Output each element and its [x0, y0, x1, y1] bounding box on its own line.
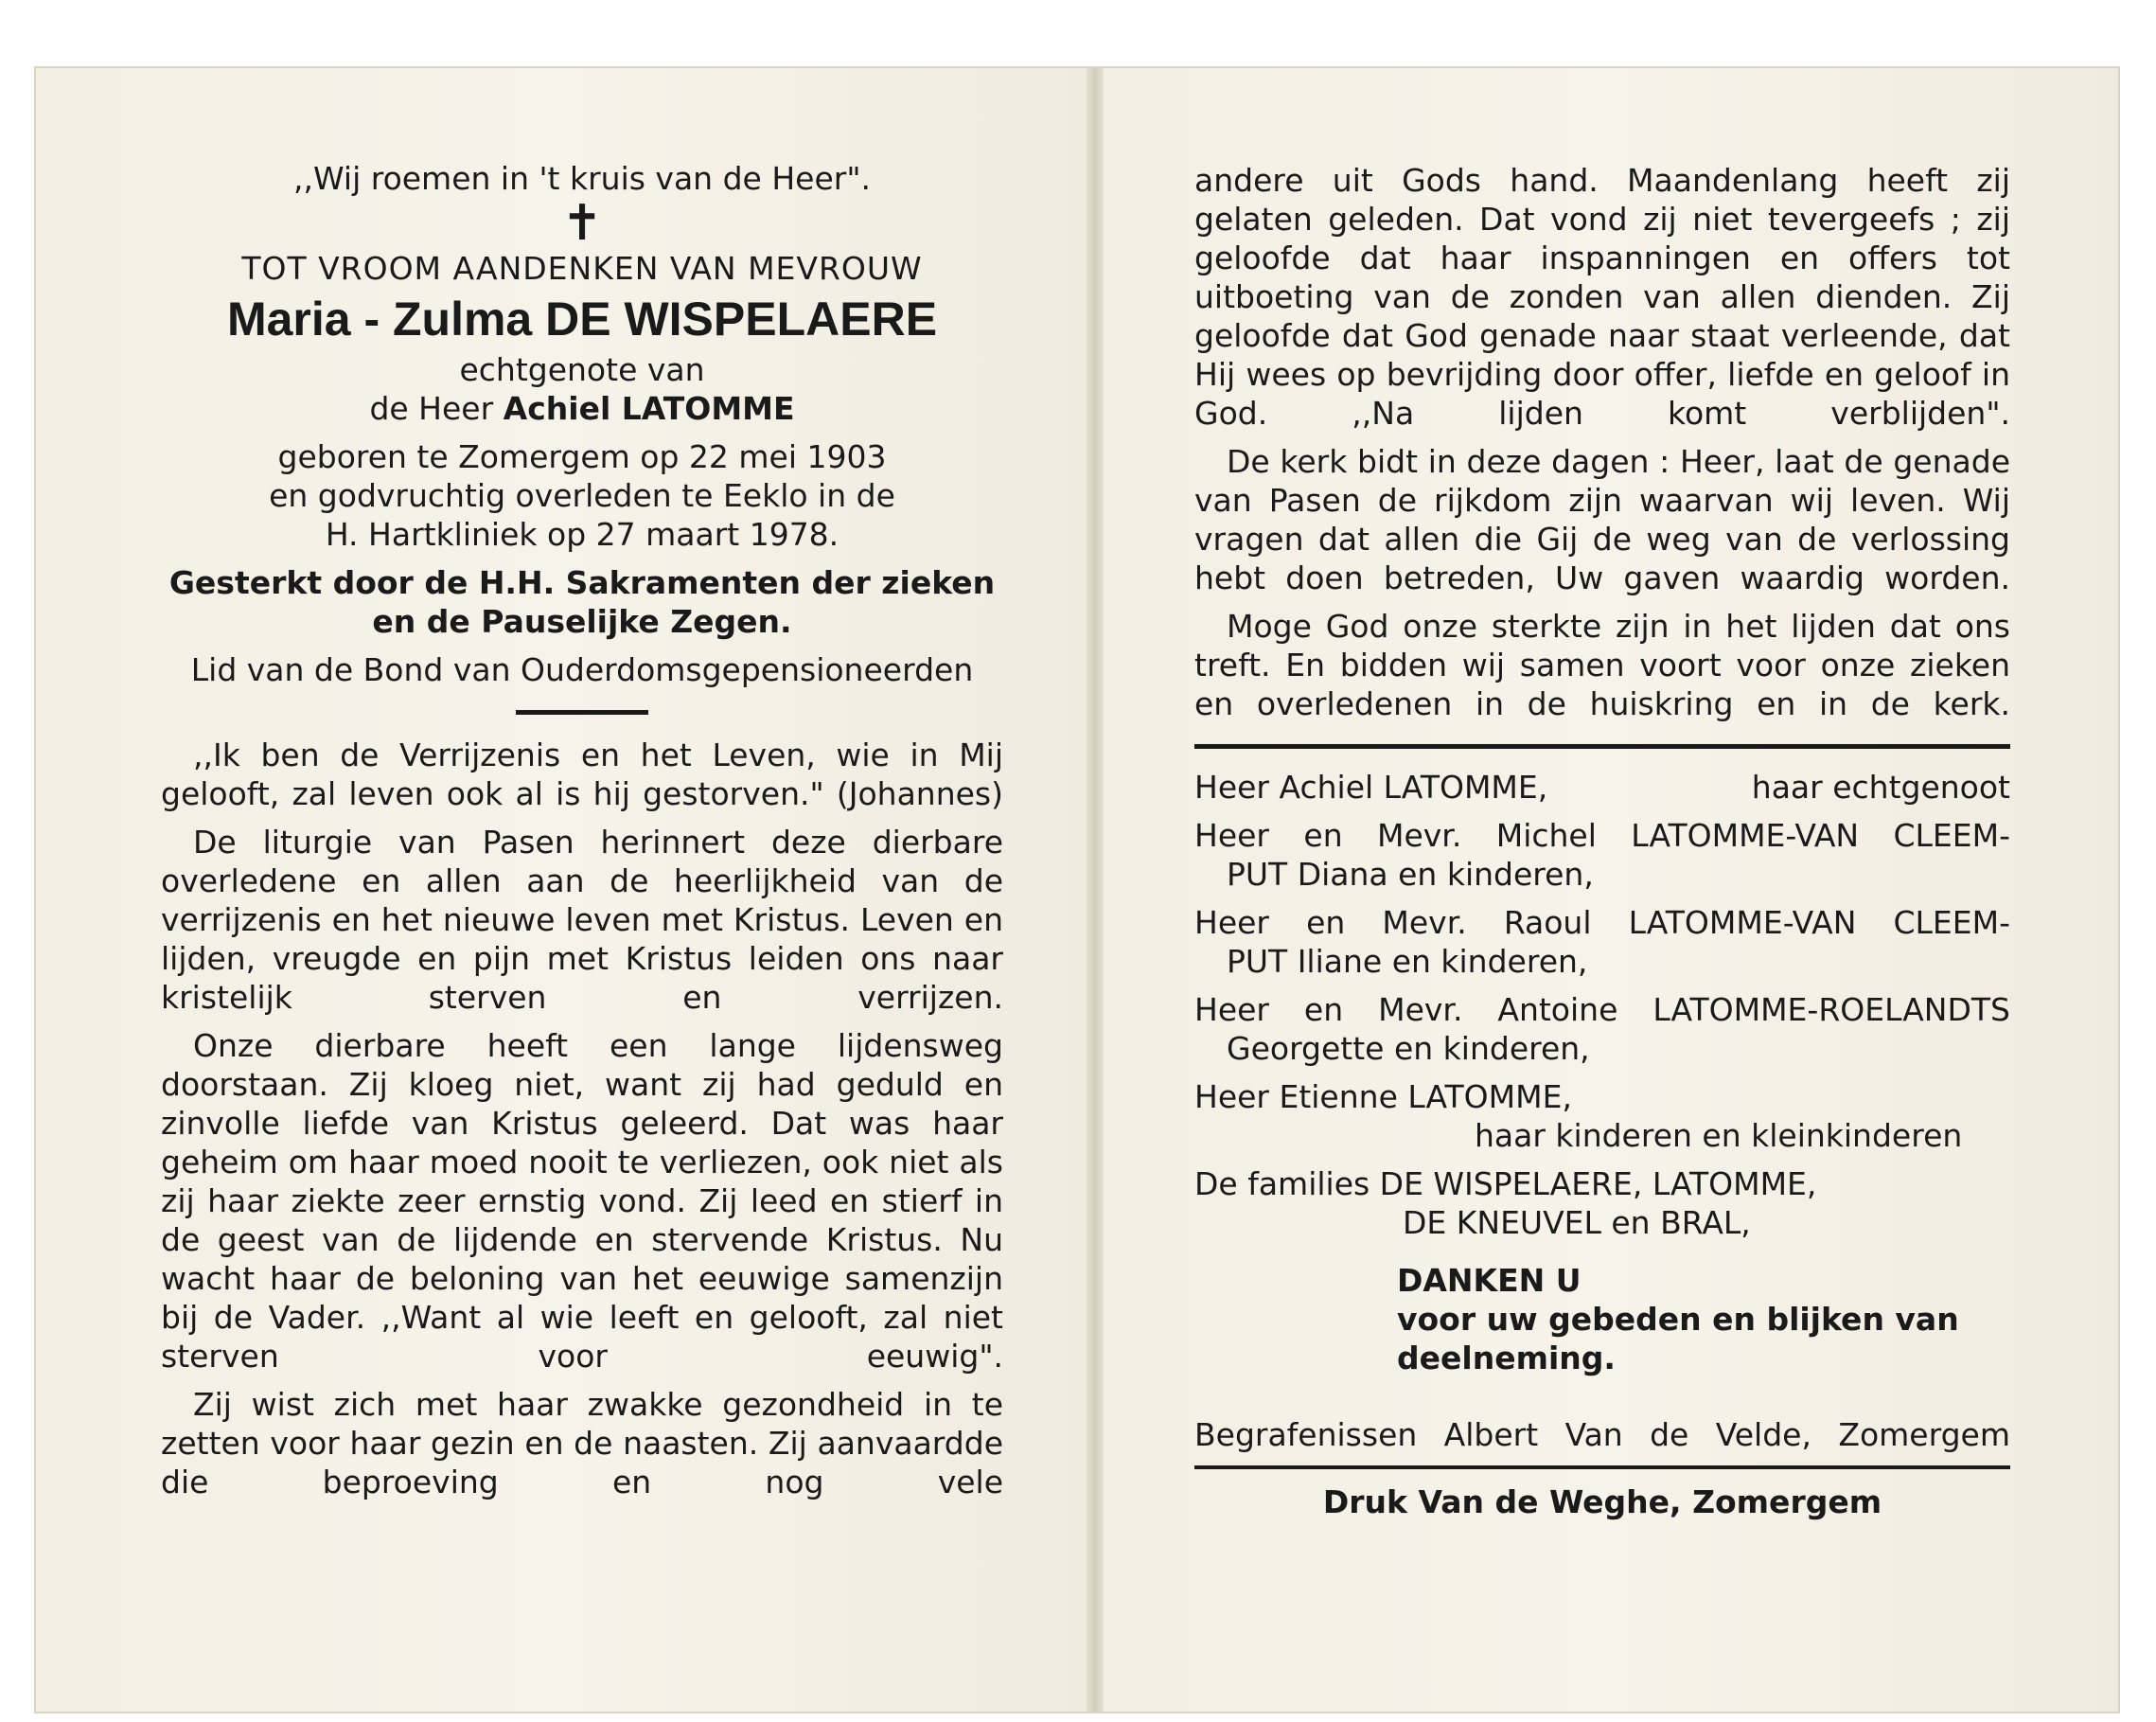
paragraph-continuation: andere uit Gods hand. Maandenlang heeft zij gelaten geleden. Dat vond zij niet tevergeefs ; zij geloofde dat haar inspanningen en offers tot uitboeting van de zonden van allen dienden. Zij geloofde dat God genade naar staat verleende, dat Hij wees op bevrijding door offer, liefde en geloof in God. ,,Na lijden komt verblijden".	[1194, 162, 2010, 432]
left-column	[161, 159, 1003, 1501]
spouse-intro: echtgenote van	[459, 351, 705, 388]
cross-icon: ✝	[561, 195, 603, 252]
sacraments-line: Gesterkt door de H.H. Sakramenten der zieken	[168, 564, 996, 601]
spouse-line	[161, 389, 1003, 428]
death-line: en godvruchtig overleden te Eeklo in de	[269, 477, 895, 514]
right-column	[1194, 161, 2010, 1521]
divider	[1194, 744, 2010, 749]
paragraph-prayer: De kerk bidt in deze dagen : Heer, laat de genade van Pasen de rijkdom zijn waarvan wij leven. Wij vragen dat allen die Gij de weg van de verlossing hebt doen betreden, Uw gaven waardig worden.	[1194, 443, 2010, 596]
family-couple-3-cont: Georgette en kinderen,	[1227, 1030, 1590, 1067]
thanks-line-2: deelneming.	[1397, 1340, 1616, 1376]
printer-line: Druk Van de Weghe, Zomergem	[1322, 1483, 1882, 1520]
family-couple-3: Heer en Mevr. Antoine LATOMME-ROELANDTS	[1194, 991, 2010, 1028]
membership-line: Lid van de Bond van Ouderdomsgepensioneerden	[190, 651, 974, 688]
thanks-title: DANKEN U	[1397, 1262, 1582, 1299]
spouse-prefix: de Heer	[369, 390, 494, 427]
memorial-card	[36, 68, 2118, 1712]
death-date-line: H. Hartkliniek op 27 maart 1978.	[325, 516, 839, 553]
divider	[516, 710, 648, 715]
husband-name: Heer Achiel LATOMME,	[1194, 769, 1548, 806]
family-grandchildren: haar kinderen en kleinkinderen	[1475, 1117, 1963, 1154]
birth-line: geboren te Zomergem op 22 mei 1903	[277, 438, 887, 475]
left-page	[36, 68, 1087, 1712]
paragraph-strength: Moge God onze sterkte zijn in het lijden dat ons treft. En bidden wij samen voort voor onze zieken en overledenen in de huiskring en in de kerk.	[1194, 608, 2010, 722]
undertaker-line: Begrafenissen Albert Van de Velde, Zomergem	[1194, 1416, 2010, 1453]
card-fold	[1087, 68, 1104, 1712]
deceased-name: Maria - Zulma DE WISPELAERE	[226, 293, 938, 346]
family-couple-2: Heer en Mevr. Raoul LATOMME-VAN CLEEM-	[1194, 904, 2010, 941]
families-line-cont: DE KNEUVEL en BRAL,	[1403, 1204, 1751, 1241]
blessing-line: en de Pauselijke Zegen.	[372, 603, 792, 640]
families-line: De families DE WISPELAERE, LATOMME,	[1194, 1165, 1817, 1202]
husband-role: haar echtgenoot	[1751, 769, 2010, 806]
family-couple-2-cont: PUT Iliane en kinderen,	[1227, 943, 1588, 980]
family-single: Heer Etienne LATOMME,	[1194, 1078, 1572, 1115]
paragraph-health: Zij wist zich met haar zwakke gezondheid in te zetten voor haar gezin en de naasten. Zij aanvaardde die beproeving en nog vele	[161, 1386, 1003, 1500]
thanks-line-1: voor uw gebeden en blijken van	[1397, 1301, 1959, 1338]
paragraph-easter: De liturgie van Pasen herinnert deze dierbare overledene en allen aan de heerlijkheid van de verrijzenis en het nieuwe leven met Kristus. Leven en lijden, vreugde en pijn met Kristus leiden ons naar kristelijk sterven en verrijzen.	[161, 824, 1003, 1016]
scripture-quote: ,,Ik ben de Verrijzenis en het Leven, wie in Mij gelooft, zal leven ook al is hij gestorven." (Johannes)	[161, 737, 1003, 812]
right-page	[1104, 68, 2118, 1712]
motto: ,,Wij roemen in 't kruis van de Heer".	[293, 160, 871, 197]
family-husband	[1194, 768, 2010, 807]
family-couple-1: Heer en Mevr. Michel LATOMME-VAN CLEEM-	[1194, 817, 2010, 854]
memorial-heading: TOT VROOM AANDENKEN VAN MEVROUW	[241, 250, 923, 287]
paragraph-suffering: Onze dierbare heeft een lange lijdensweg doorstaan. Zij kloeg niet, want zij had geduld en zinvolle liefde van Kristus geleerd. Dat was haar geheim om haar moed nooit te verliezen, ook niet als zij haar ziekte zeer ernstig vond. Zij leed en stierf in de geest van de lijdende en stervende Kristus. Nu wacht haar de beloning van het eeuwige samenzijn bij de Vader. ,,Want al wie leeft en gelooft, zal niet sterven voor eeuwig".	[161, 1027, 1003, 1375]
spouse-name: Achiel LATOMME	[503, 390, 795, 427]
family-couple-1-cont: PUT Diana en kinderen,	[1227, 856, 1594, 893]
divider	[1194, 1465, 2010, 1469]
